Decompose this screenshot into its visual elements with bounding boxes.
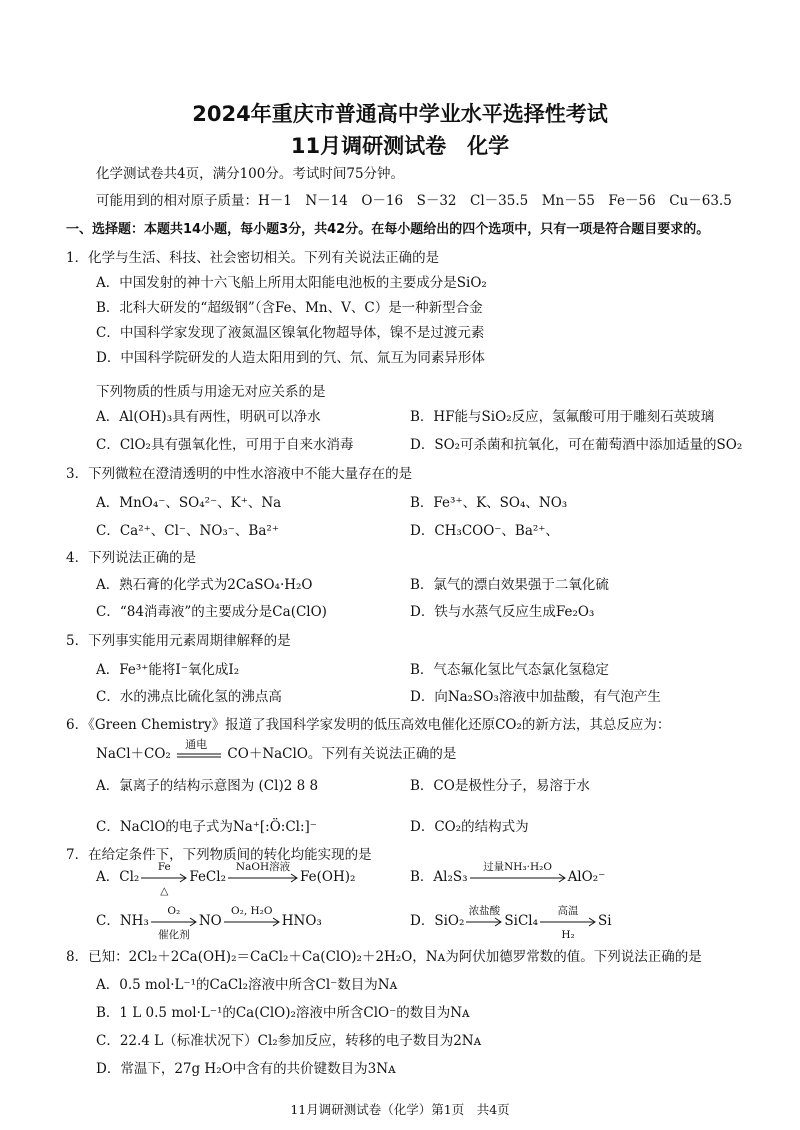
text-line: 8．已知：2Cl₂＋2Ca(OH)₂＝CaCl₂＋Ca(ClO)₂＋2H₂O，Nᴀ为阿伏加德罗常数的值。下列说法正确的是 [66, 949, 702, 965]
text-line: 下列物质的性质与用途无对应关系的是 [96, 384, 326, 400]
text-line: A．0.5 mol·L⁻¹的CaCl₂溶液中所含Cl⁻数目为Nᴀ [96, 977, 398, 993]
reaction-arrow [224, 904, 280, 931]
text-line: C．中国科学家发现了液氮温区镍氧化物超导体，镍不是过渡元素 [96, 325, 485, 341]
intro-line-1: 化学测试卷共4页，满分100分。考试时间75分钟。 [96, 166, 405, 182]
text-line: B．HF能与SiO₂反应，氢氟酸可用于雕刻石英玻璃 [410, 409, 715, 425]
q6-rhs: CO＋NaClO。下列有关说法正确的是 [227, 746, 457, 762]
text-line: C．水的沸点比硫化氢的沸点高 [96, 689, 282, 705]
reaction-arrow [228, 860, 298, 887]
text-line: 3．下列微粒在澄清透明的中性水溶液中不能大量存在的是 [66, 466, 413, 482]
text-line: A．氯离子的结构示意图为 (Cl)2 8 8 [96, 778, 319, 794]
option-label: A． [96, 869, 120, 885]
species: FeCl₂ [189, 869, 226, 885]
text-line: B．氯气的漂白效果强于二氧化硫 [410, 577, 609, 593]
text-line: C．ClO₂具有强氧化性，可用于自来水消毒 [96, 437, 354, 453]
reaction-arrow [540, 904, 596, 941]
text-line: D．向Na₂SO₃溶液中加盐酸，有气泡产生 [410, 689, 661, 705]
q6-condition: 通电 [185, 737, 208, 751]
q7-option-a [96, 860, 356, 897]
arrow-condition-top: O₂, H₂O [231, 904, 273, 917]
text-line: A．Fe³⁺能将I⁻氧化成I₂ [96, 662, 240, 678]
text-line: D．CH₃COO⁻、Ba²⁺、 [410, 523, 559, 539]
arrow-condition-bottom: H₂ [561, 928, 575, 941]
text-line: 6．《Green Chemistry》报道了我国科学家发明的低压高效电催化还原CO₂的新方法，其总反应为： [66, 717, 671, 733]
text-line: C．22.4 L（标准状况下）Cl₂参加反应，转移的电子数目为2Nᴀ [96, 1033, 482, 1049]
text-line: 1．化学与生活、科技、社会密切相关。下列有关说法正确的是 [66, 250, 440, 266]
arrow-condition-bottom: △ [160, 884, 169, 897]
arrow-condition-top: Fe [157, 860, 171, 873]
page-footer: 11月调研测试卷（化学）第1页 共4页 [290, 1102, 510, 1117]
text-line: D．SO₂可杀菌和抗氧化，可在葡萄酒中添加适量的SO₂ [410, 437, 743, 453]
q6-arrow [177, 737, 221, 764]
option-label: B． [410, 869, 434, 885]
text-line: A．熟石膏的化学式为2CaSO₄·H₂O [96, 577, 313, 593]
section-heading: 一、选择题：本题共14小题，每小题3分，共42分。在每小题给出的四个选项中，只有一项是符合题目要求的。 [66, 222, 710, 237]
species: AlO₂⁻ [567, 869, 606, 885]
q6-equation [96, 737, 457, 764]
text-line: C．NaClO的电子式为Na⁺[:Ö:Cl:]⁻ [96, 819, 317, 835]
species: Si [598, 913, 612, 929]
text-line: D．中国科学院研发的人造太阳用到的氕、氘、氚互为同素异形体 [96, 350, 485, 366]
text-line: D．CO₂的结构式为 [410, 819, 529, 835]
text-line: A．MnO₄⁻、SO₄²⁻、K⁺、Na [96, 495, 282, 511]
text-line: C．Ca²⁺、Cl⁻、NO₃⁻、Ba²⁺ [96, 523, 279, 539]
text-line: D．铁与水蒸气反应生成Fe₂O₃ [410, 604, 595, 620]
text-line: 5．下列事实能用元素周期律解释的是 [66, 633, 291, 649]
species: Cl₂ [119, 869, 140, 885]
arrow-condition-top: NaOH溶液 [235, 860, 291, 873]
species: NH₃ [119, 913, 149, 929]
arrow-condition-top: 高温 [557, 904, 579, 917]
text-line: A．Al(OH)₃具有两性，明矾可以净水 [96, 409, 321, 425]
text-line: C．“84消毒液”的主要成分是Ca(ClO) [96, 604, 327, 620]
q6-lhs: NaCl＋CO₂ [96, 746, 171, 762]
species: SiO₂ [434, 913, 465, 929]
reaction-arrow [466, 904, 502, 931]
arrow-condition-top: 过量NH₃·H₂O [483, 860, 552, 873]
page-subtitle: 11月调研测试卷 化学 [290, 134, 510, 158]
arrow-condition-bottom: 催化剂 [158, 928, 190, 941]
text-line: 7．在给定条件下，下列物质间的转化均能实现的是 [66, 847, 372, 863]
reaction-arrow [470, 860, 566, 887]
page-title: 2024年重庆市普通高中学业水平选择性考试 [192, 102, 608, 126]
q7-option-d [410, 904, 612, 941]
text-line: B．1 L 0.5 mol·L⁻¹的Ca(ClO)₂溶液中所含ClO⁻的数目为Nᴀ [96, 1005, 470, 1021]
text-line: B．Fe³⁺、K、SO₄、NO₃ [410, 495, 568, 511]
text-line: B．气态氟化氢比气态氯化氢稳定 [410, 662, 609, 678]
intro-line-2: 可能用到的相对原子质量：H－1 N－14 O－16 S－32 Cl－35.5 Mn－55 Fe－56 Cu－63.5 [96, 193, 732, 209]
text-line: D．常温下，27g H₂O中含有的共价键数目为3Nᴀ [96, 1061, 396, 1077]
species: Fe(OH)₂ [300, 869, 356, 885]
species: SiCl₄ [504, 913, 538, 929]
double-line-icon [177, 746, 221, 764]
species: NO [198, 913, 222, 929]
text-line: B．北科大研发的“超级钢”（含Fe、Mn、V、C）是一种新型合金 [96, 300, 483, 316]
option-label: D． [410, 913, 435, 929]
q7-option-c [96, 904, 322, 941]
arrow-condition-top: O₂ [167, 904, 181, 917]
reaction-arrow [151, 904, 197, 941]
text-line: B．CO是极性分子，易溶于水 [410, 778, 590, 794]
text-line: 4．下列说法正确的是 [66, 550, 197, 566]
option-label: C． [96, 913, 120, 929]
arrow-condition-top: 浓盐酸 [468, 904, 501, 917]
q7-option-b [410, 860, 606, 887]
species: HNO₃ [281, 913, 322, 929]
reaction-arrow [141, 860, 187, 897]
species: Al₂S₃ [433, 869, 468, 885]
text-line: A．中国发射的神十六飞船上所用太阳能电池板的主要成分是SiO₂ [96, 275, 487, 291]
